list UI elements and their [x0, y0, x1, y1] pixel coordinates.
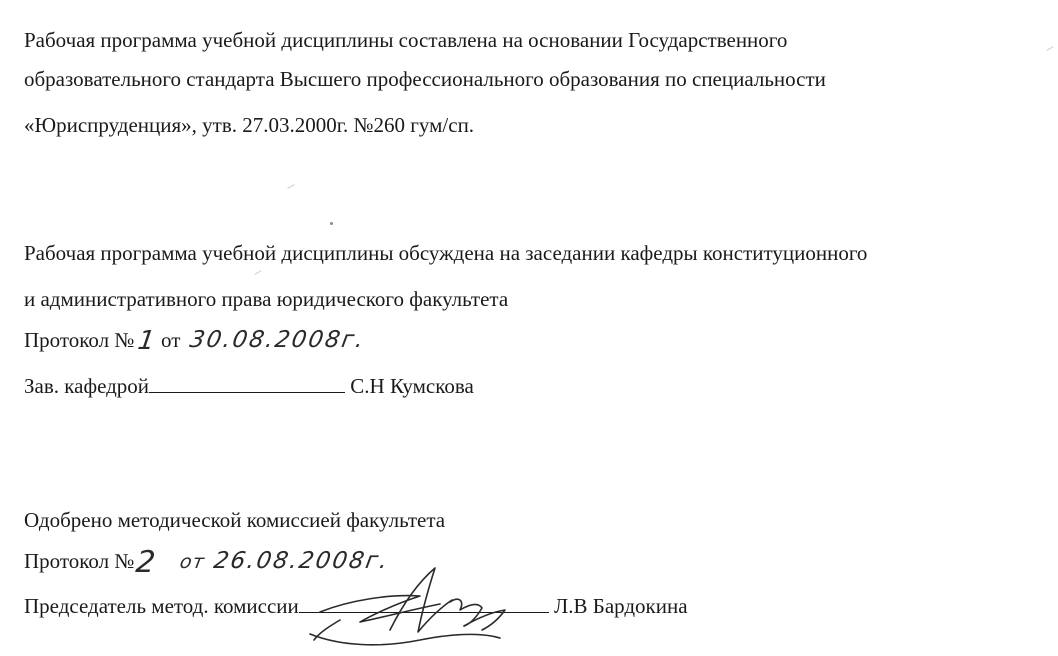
signature-blank	[149, 372, 345, 393]
text-line: Рабочая программа учебной дисциплины составлена на основании Государственного	[24, 28, 788, 52]
text-line: Одобрено методической комиссией факультета	[24, 508, 446, 532]
protocol-label: Протокол №	[24, 549, 135, 573]
head-label: Зав. кафедрой	[24, 374, 150, 398]
chair-name: Л.В Бардокина	[554, 594, 688, 618]
handwritten-protocol-number: 1	[136, 326, 158, 356]
handwritten-from: от	[177, 551, 207, 573]
handwritten-protocol-number: 2	[134, 545, 158, 580]
scan-speck	[330, 222, 333, 225]
from-label: от	[160, 328, 181, 352]
scan-speck	[254, 270, 261, 275]
text-line: и административного права юридического факультета	[24, 287, 509, 311]
chair-label: Председатель метод. комиссии	[24, 594, 299, 618]
scan-speck	[287, 184, 294, 189]
handwritten-protocol-date: 26.08.2008г.	[211, 548, 392, 574]
text-line: образовательного стандарта Высшего профессионального образования по специальности	[24, 67, 826, 91]
protocol-line-department	[24, 326, 368, 356]
signature-scribble	[300, 560, 520, 650]
handwritten-protocol-date: 30.08.2008г.	[188, 327, 368, 353]
protocol-label: Протокол №	[24, 328, 135, 352]
text-line: Рабочая программа учебной дисциплины обсуждена на заседании кафедры конституционного	[24, 241, 868, 265]
scan-speck	[1046, 46, 1053, 51]
text-line: «Юриспруденция», утв. 27.03.2000г. №260 гум/сп.	[24, 113, 475, 137]
head-name: С.Н Кумскова	[350, 374, 474, 398]
department-head-line	[24, 372, 474, 399]
